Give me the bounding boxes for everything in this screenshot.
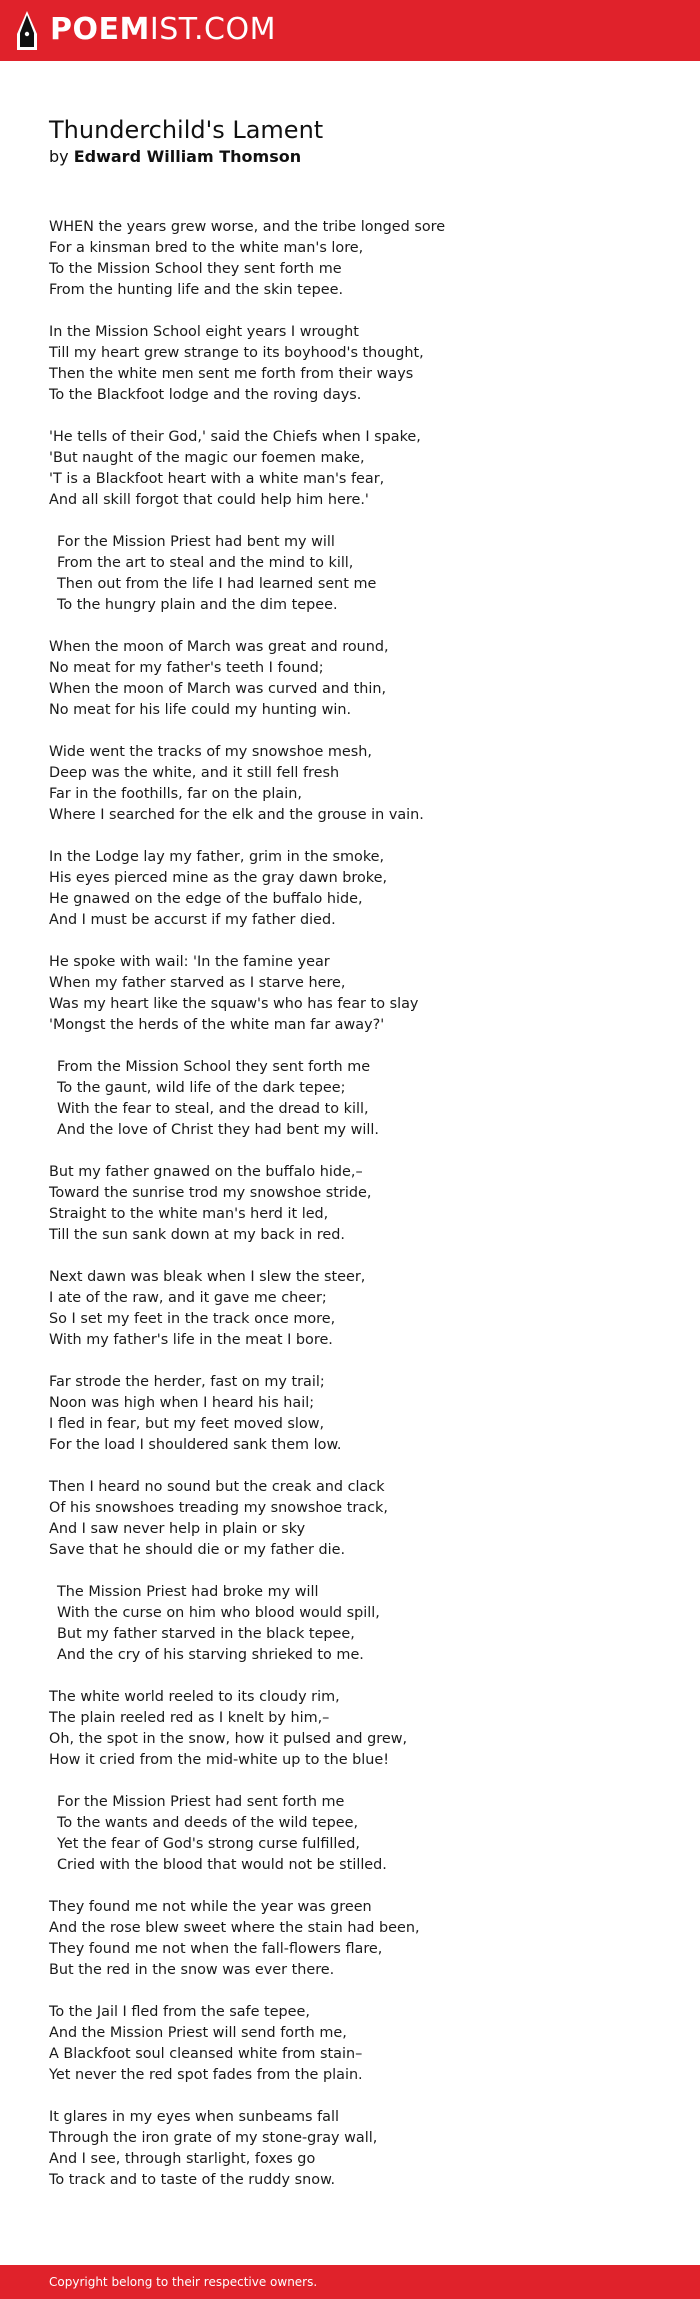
poem-line: For the Mission Priest had bent my will — [57, 534, 335, 550]
poem-line: So I set my feet in the track once more, — [49, 1311, 336, 1327]
poem-line: To the wants and deeds of the wild tepee, — [57, 1815, 359, 1831]
poem-line: I ate of the raw, and it gave me cheer; — [49, 1290, 327, 1306]
stanza — [49, 1477, 669, 1561]
poem-line: Through the iron grate of my stone-gray wall, — [49, 2130, 378, 2146]
poem-line: And all skill forgot that could help him here.' — [49, 492, 369, 508]
stanza — [49, 427, 669, 511]
poem-line: Till my heart grew strange to its boyhood's thought, — [49, 345, 424, 361]
poem-line: And I must be accurst if my father died. — [49, 912, 336, 928]
poem-line: And I see, through starlight, foxes go — [49, 2151, 316, 2167]
poem-line: To the Blackfoot lodge and the roving days. — [49, 387, 362, 403]
poem-line: The white world reeled to its cloudy rim, — [49, 1689, 340, 1705]
site-footer — [0, 2265, 700, 2299]
poem-line: Till the sun sank down at my back in red. — [49, 1227, 345, 1243]
poem-line: Deep was the white, and it still fell fresh — [49, 765, 340, 781]
stanza — [49, 637, 669, 721]
stanza — [49, 1582, 669, 1666]
stanza — [49, 1267, 669, 1351]
poem-line: From the hunting life and the skin tepee. — [49, 282, 344, 298]
poem-line: In the Lodge lay my father, grim in the smoke, — [49, 849, 385, 865]
poem-body — [49, 217, 669, 2212]
poem-line: He spoke with wail: 'In the famine year — [49, 954, 330, 970]
poem-line: When the moon of March was curved and thin, — [49, 681, 387, 697]
poem-line: When my father starved as I starve here, — [49, 975, 346, 991]
poem-line: Toward the sunrise trod my snowshoe stride, — [49, 1185, 372, 1201]
poem-line: In the Mission School eight years I wrought — [49, 324, 359, 340]
poem-line: 'Mongst the herds of the white man far away?' — [49, 1017, 385, 1033]
poem-line: For the load I shouldered sank them low. — [49, 1437, 342, 1453]
poem-line: Straight to the white man's herd it led, — [49, 1206, 329, 1222]
poem-line: And the rose blew sweet where the stain had been, — [49, 1920, 420, 1936]
poem-line: The plain reeled red as I knelt by him,– — [49, 1710, 330, 1726]
poem-line: His eyes pierced mine as the gray dawn broke, — [49, 870, 388, 886]
stanza — [49, 1792, 669, 1876]
pen-nib-icon — [15, 10, 39, 51]
poem-line: Where I searched for the elk and the grouse in vain. — [49, 807, 424, 823]
byline-prefix: by — [49, 147, 69, 166]
poem-line: But the red in the snow was ever there. — [49, 1962, 335, 1978]
poem-line: They found me not when the fall-flowers flare, — [49, 1941, 383, 1957]
poem-line: From the art to steal and the mind to kill, — [57, 555, 354, 571]
stanza — [49, 2002, 669, 2086]
poem-line: 'He tells of their God,' said the Chiefs when I spake, — [49, 429, 421, 445]
stanza — [49, 952, 669, 1036]
poem-line: Then I heard no sound but the creak and clack — [49, 1479, 385, 1495]
poem-line: The Mission Priest had broke my will — [57, 1584, 319, 1600]
site-logo[interactable] — [50, 12, 276, 48]
poem-line: For a kinsman bred to the white man's lore, — [49, 240, 364, 256]
poem-line: And the cry of his starving shrieked to me. — [57, 1647, 364, 1663]
poem-line: No meat for my father's teeth I found; — [49, 660, 324, 676]
poem-line: It glares in my eyes when sunbeams fall — [49, 2109, 339, 2125]
poem-line: How it cried from the mid-white up to the blue! — [49, 1752, 390, 1768]
poem-line: Noon was high when I heard his hail; — [49, 1395, 315, 1411]
stanza — [49, 1057, 669, 1141]
poem-line: Was my heart like the squaw's who has fear to slay — [49, 996, 419, 1012]
poem-line: To the Mission School they sent forth me — [49, 261, 342, 277]
stanza — [49, 532, 669, 616]
poem-line: Far strode the herder, fast on my trail; — [49, 1374, 325, 1390]
poem-line: With the curse on him who blood would spill, — [57, 1605, 380, 1621]
poem-line: 'T is a Blackfoot heart with a white man's fear, — [49, 471, 385, 487]
poem-title: Thunderchild's Lament — [49, 116, 324, 144]
poem-line: To the gaunt, wild life of the dark tepee; — [57, 1080, 346, 1096]
poem-line: Wide went the tracks of my snowshoe mesh, — [49, 744, 372, 760]
byline — [49, 146, 301, 168]
stanza — [49, 1162, 669, 1246]
poem-line: Next dawn was bleak when I slew the steer, — [49, 1269, 366, 1285]
poem-line: When the moon of March was great and round, — [49, 639, 389, 655]
poem-line: With the fear to steal, and the dread to kill, — [57, 1101, 369, 1117]
poem-line: And I saw never help in plain or sky — [49, 1521, 306, 1537]
poem-line: To the Jail I fled from the safe tepee, — [49, 2004, 310, 2020]
stanza — [49, 1897, 669, 1981]
author-name: Edward William Thomson — [73, 147, 302, 166]
logo-bold-text: POEM — [50, 12, 150, 47]
poem-line: With my father's life in the meat I bore. — [49, 1332, 333, 1348]
poem-line: Far in the foothills, far on the plain, — [49, 786, 302, 802]
poem-line: Yet the fear of God's strong curse fulfilled, — [57, 1836, 360, 1852]
poem-line: A Blackfoot soul cleansed white from stain– — [49, 2046, 363, 2062]
poem-line: Save that he should die or my father die. — [49, 1542, 346, 1558]
stanza — [49, 2107, 669, 2191]
poem-line: WHEN the years grew worse, and the tribe longed sore — [49, 219, 446, 235]
poem-line: Cried with the blood that would not be stilled. — [57, 1857, 387, 1873]
site-header — [0, 0, 700, 61]
stanza — [49, 1372, 669, 1456]
poem-line: Of his snowshoes treading my snowshoe track, — [49, 1500, 388, 1516]
poem-line: Then the white men sent me forth from their ways — [49, 366, 414, 382]
poem-line: Oh, the spot in the snow, how it pulsed and grew, — [49, 1731, 408, 1747]
poem-line: For the Mission Priest had sent forth me — [57, 1794, 345, 1810]
poem-line: And the love of Christ they had bent my will. — [57, 1122, 379, 1138]
poem-line: But my father gnawed on the buffalo hide,– — [49, 1164, 363, 1180]
stanza — [49, 847, 669, 931]
logo-light-text: IST.COM — [149, 12, 276, 47]
poem-line: But my father starved in the black tepee, — [57, 1626, 355, 1642]
copyright-text: Copyright belong to their respective owners. — [49, 2275, 318, 2289]
poem-line: 'But naught of the magic our foemen make, — [49, 450, 365, 466]
poem-line: Yet never the red spot fades from the plain. — [49, 2067, 363, 2083]
stanza — [49, 322, 669, 406]
poem-line: To track and to taste of the ruddy snow. — [49, 2172, 336, 2188]
poem-line: From the Mission School they sent forth me — [57, 1059, 371, 1075]
poem-line: No meat for his life could my hunting win. — [49, 702, 352, 718]
stanza — [49, 1687, 669, 1771]
poem-line: I fled in fear, but my feet moved slow, — [49, 1416, 325, 1432]
poem-line: To the hungry plain and the dim tepee. — [57, 597, 338, 613]
poem-line: They found me not while the year was green — [49, 1899, 372, 1915]
poem-line: He gnawed on the edge of the buffalo hide, — [49, 891, 363, 907]
poem-line: Then out from the life I had learned sent me — [57, 576, 377, 592]
poem-line: And the Mission Priest will send forth me, — [49, 2025, 347, 2041]
stanza — [49, 217, 669, 301]
stanza — [49, 742, 669, 826]
